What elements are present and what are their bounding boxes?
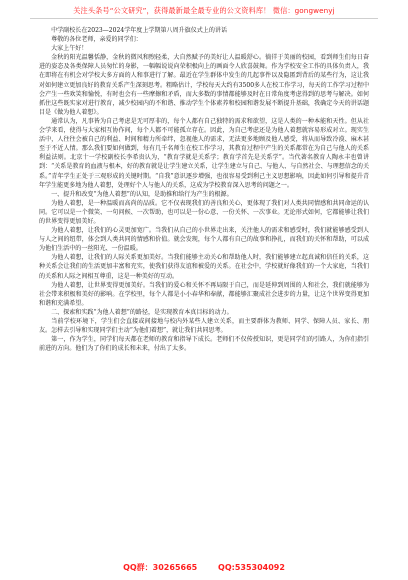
document-title: 中学副校长在2023—2024学年度上学期第八周升旗仪式上的讲话 <box>51 27 227 34</box>
section-heading: 二、探索和实践“为他人着想”的路径，是实现教育本真目标的动力。 <box>51 308 233 316</box>
paragraph: 通常认为，凡事皆为自己考虑是无可厚非的，每个人都有自己独特的需求和欲望，这是人类的一种本能和天性。但从社会学来看，使得与大家相互协作间，每个人都不可能孤立存在。因此，为自己考虑还是为他人着想就容易形成对立。现实生活中，人往往会被自己的利益、时间和精力所牵绊，忽视他人的需求，无法更多地顾及他人感受，将从而导致冷漠、麻木甚至于不近人情。那么我们要如何做到，每有几千名师生在校工作学习，其教育过程中产生的关系都常在为自己与他人的关系利益法则。北京十一学校副校长李希贵认为，“教育学就是关系学；教育学首先是关系学”。当代著名教育人陶永丰也曾讲到：“关系是教育的血液与根本，好的教育就是让学生建立关系，让学生建立与自己、与他人、与自然社会、与理想信念的关系。”青年学生正处于三观形成的关键时期。“自我”意识逐步增强，也很容易受到利己主义思想影响，因此如何引导和提升青年学生能更多地为他人着想，处理好个人与他人的关系，这成为学校教育深入思考的问题之一。 <box>39 117 369 189</box>
paragraph: 为他人着想，让我们的人际关系更加美好。当我们能够主动关心和帮助他人时，我们能够建立起真诚和信任的关系，这种关系会让我们的生活更加丰富和充实，使我们获得友谊和被爱的关系。在社会中，学校就好像我们的一个大家庭，当我们的关系和人际之间相互尊重，这是一种美好的互动。 <box>39 254 369 280</box>
paragraph: 金秋的阳光温馨恬静，金秋的微风和煦轻柔，大自然赋予的美好让人温暖舒心。徜徉于美丽的校园，看到师生们每日奋进的姿态及各类保障人员匆忙的身影，一幅幅说说向荣积极向上的画面令人欣喜鼓舞。作为学校安全工作的具体负责人，我在即将在有机会对学校大多方面的人和事进行了解。最近在学生群体中发生的几起事件以及隐匿到背后的某些行为，这让我对如何建立更加良好的教育关系产生深刻思考。粗略估计，学校每天大约有3500多人在校工作学习，每天的工作学习过程中会产生一些欢笑和愉悦，有时也会有一些摩擦和矛盾，而大多数的事情都能够及时在日常角度考虑得到的思考与解决。如何抓住这些既实家对进行教育，减少校园内的不和谐、推动学生个体素养和校园和谐发展不断提升基础，我确定今天的讲话题目是《做为他人着想》。 <box>39 54 369 116</box>
footer-qq: QQ:535304092 <box>218 563 285 572</box>
paragraph: 当前学校环境下，学生们会直接或间接地与校内外某些人建立关系，而主要群体为教师、同学、保障人员、家长、朋友。怎样去引导和实现同学们主动“为他们着想”，就让我们共同思考。 <box>39 318 369 335</box>
paragraph: 为他人着想，让我们的心灵更加宽广。当我们从自己的小世界走出来，关注他人的需求和感受时，我们就能够感受到人与人之间的纽带，体会到人类共同的情感和价值。就会发现，每个人都有自己的故事和挣扎，而我们的关怀和帮助，可以成为他们生活中的一丝阳光、一份温暖。 <box>39 227 369 253</box>
header-divider <box>30 18 378 19</box>
document-body <box>39 26 369 353</box>
paragraph: 为他人着想，是一种温暖而高尚的品质。它不仅表现我们的善良和关心，更体现了我们对人类共同情感和共同命运的认同。它可以是一个微笑、一句问候、一次帮助，也可以是一份心意、一份关怀、一次事业。无论形式如何，它都能够让我们的世界变得更加美好。 <box>39 199 369 225</box>
paragraph: 为他人着想，让世界变得更加美好。当我们的爱心和关怀不再局限于自己，而是延伸到周围的人和社会，我们就能够为社会带来积极和美好的影响。在学校里，每个人都是小小春华和奉献，都能够汇聚成社会进步的力量，让这个世界变得更加和谐和充满希望。 <box>39 281 369 307</box>
footer-qq-group: QQ群：30265665 <box>123 563 198 572</box>
footer-contact <box>0 562 408 573</box>
paragraph: 第一，作为学生，同学们每天都在老师的教育和指导下成长。老师们不仅传授知识，更是同学们的引路人，为你们指引前进的方向。他们为了你们的成长和未来，付出了太多。 <box>39 336 369 353</box>
salutation: 尊敬的各位老师，亲爱的同学们： <box>51 36 142 44</box>
header-banner: 关注头条号“公文研究”，获得最新最全最专业的公文资料库！ 微信：gongwenyj <box>73 6 335 15</box>
section-heading: 一、提升和改变“为他人着想”的认知，是助推和给行为产生的根源。 <box>51 190 233 198</box>
greeting: 大家上午好！ <box>51 45 88 53</box>
